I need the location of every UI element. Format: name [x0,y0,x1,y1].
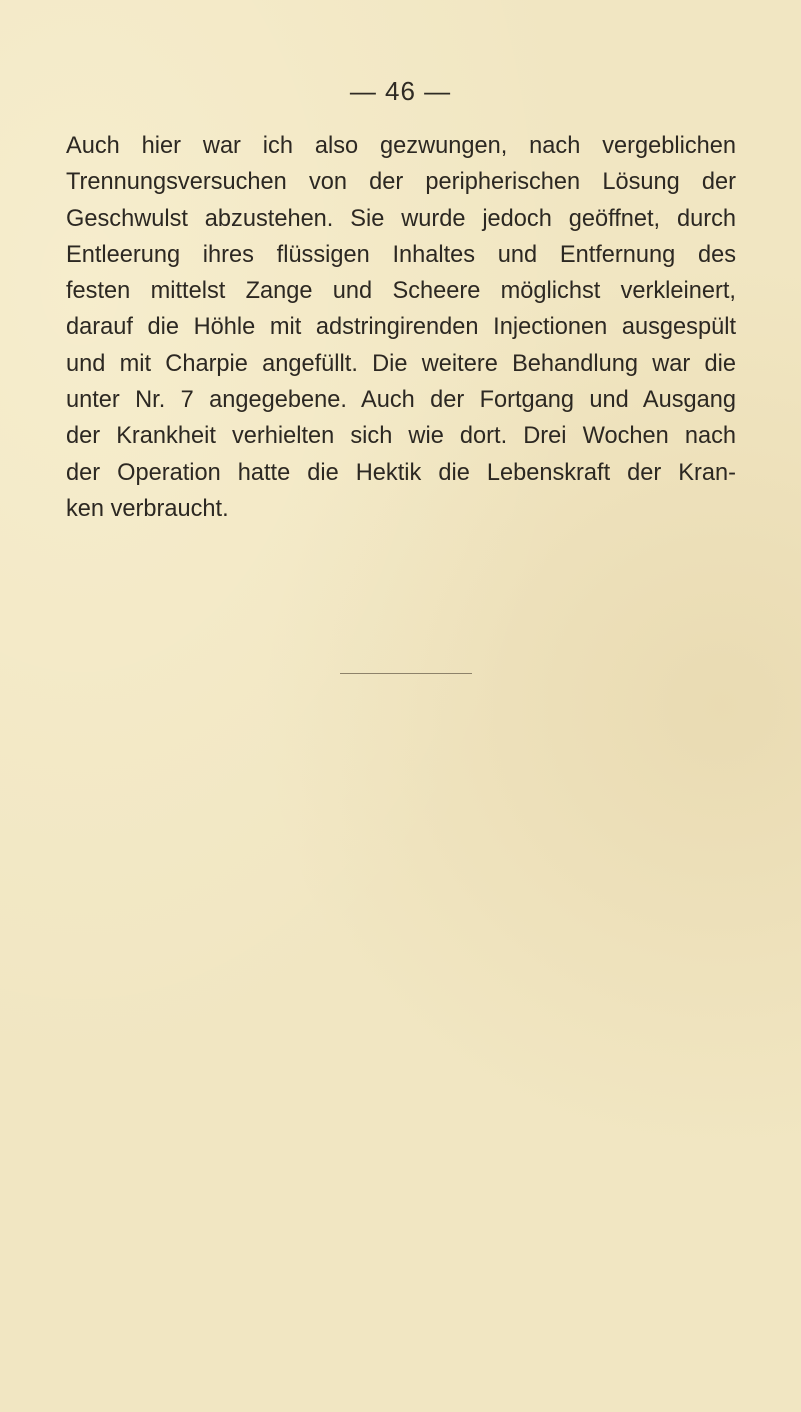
text-line: unter Nr. 7 angegebene. Auch der Fortgang und Ausgang [66,387,736,414]
body-paragraph [66,128,736,527]
text-line: ken verbraucht. [66,495,229,522]
text-line: festen mittelst Zange und Scheere möglichst verkleinert, [66,278,736,305]
section-divider [340,673,472,674]
page-number: — 46 — [349,76,452,106]
text-line: der Krankheit verhielten sich wie dort. Drei Wochen nach [66,423,736,450]
text-line: und mit Charpie angefüllt. Die weitere Behandlung war die [66,350,736,377]
text-line: Trennungsversuchen von der peripherischen Lösung der [66,169,736,196]
text-line: Auch hier war ich also gezwungen, nach vergeblichen [66,133,736,159]
text-line: Geschwulst abzustehen. Sie wurde jedoch geöffnet, durch [66,205,736,232]
text-line: Entleerung ihres flüssigen Inhaltes und Entfernung des [66,241,736,268]
text-line: der Operation hatte die Hektik die Lebenskraft der Kran- [66,459,736,486]
text-line: darauf die Höhle mit adstringirenden Injectionen ausgespült [66,314,736,341]
